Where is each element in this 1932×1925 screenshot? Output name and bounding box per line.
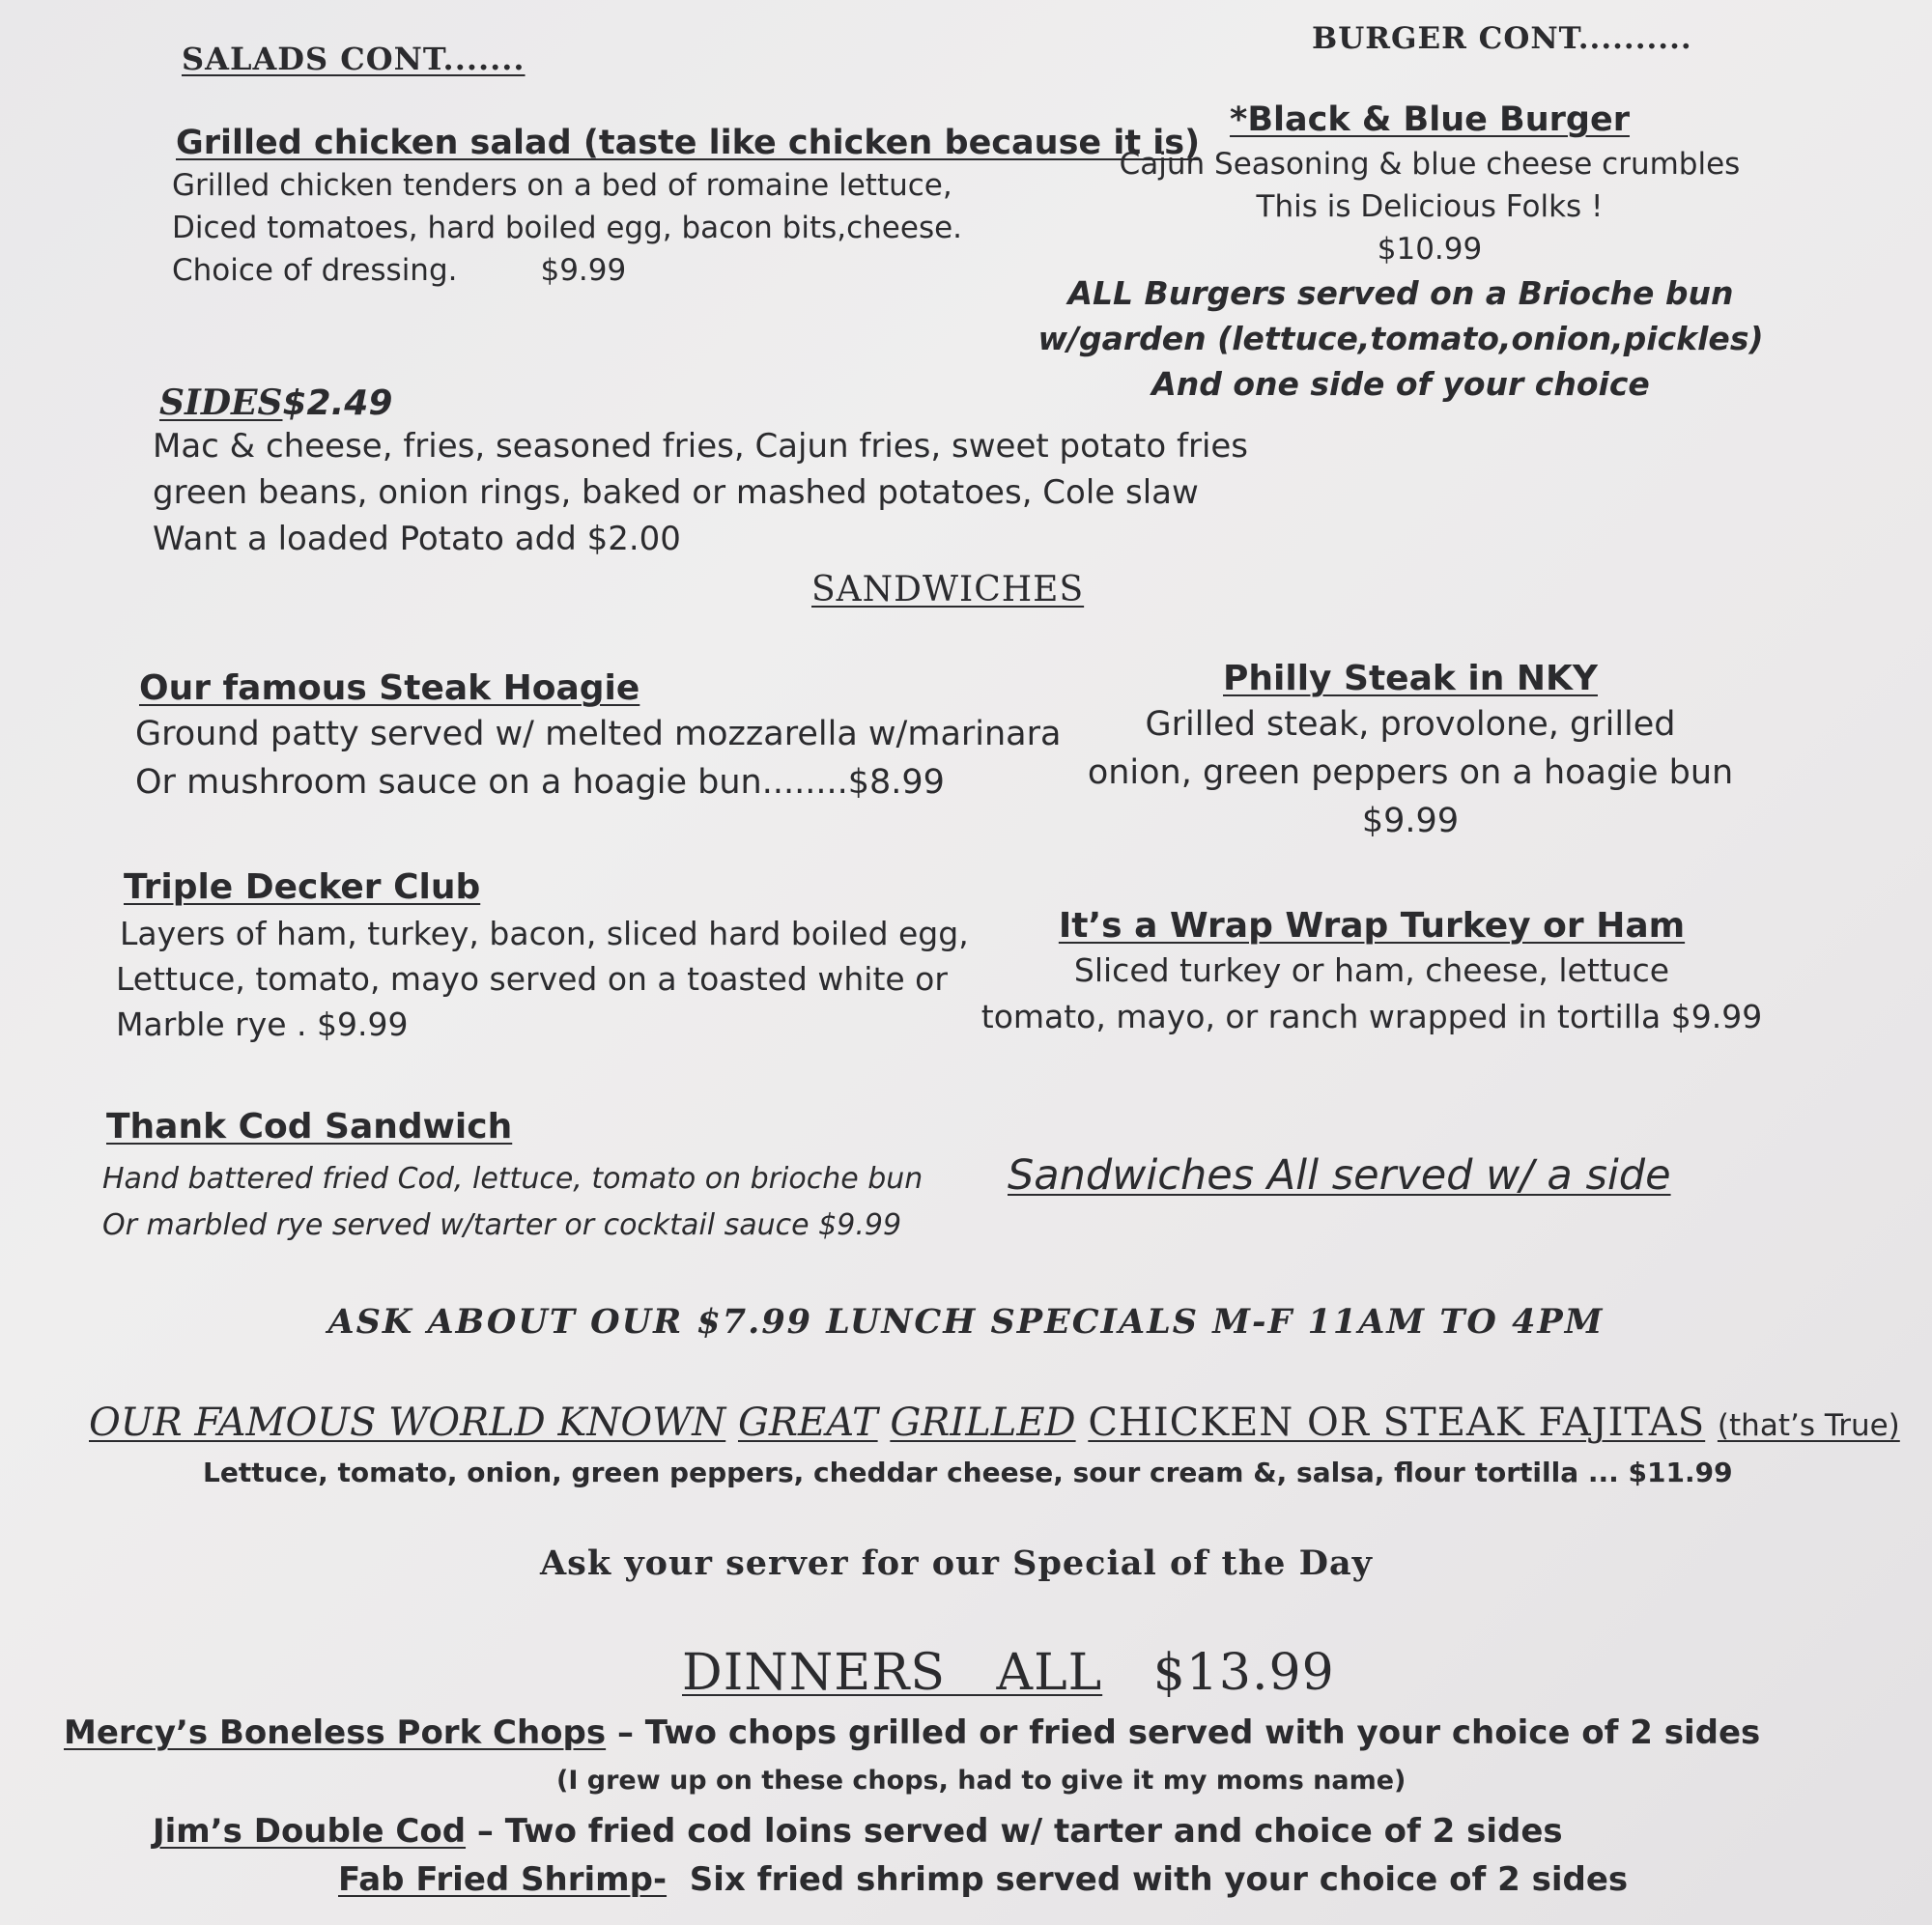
price: $9.99 <box>540 253 627 288</box>
thank-cod-block <box>102 1107 923 1249</box>
black-blue-burger-block <box>1063 100 1797 270</box>
wrap-block <box>976 906 1768 1040</box>
dinner-item-name: Jim’s Double Cod <box>153 1812 467 1851</box>
philly-steak-title: Philly Steak in NKY <box>1223 659 1598 698</box>
dinner-item <box>64 1713 1760 1752</box>
sides-line: Mac & cheese, fries, seasoned fries, Cajun fries, sweet potato fries <box>153 427 1249 466</box>
description-text: Choice of dressing. <box>172 253 458 288</box>
grilled-chicken-salad-title: Grilled chicken salad (taste like chicken because it is) <box>176 124 1201 162</box>
sandwiches-side-note: Sandwiches All served w/ a side <box>1008 1151 1671 1200</box>
philly-steak-line: Grilled steak, provolone, grilled <box>1145 705 1676 744</box>
black-blue-burger-title: *Black & Blue Burger <box>1230 100 1630 139</box>
wrap-line: Sliced turkey or ham, cheese, lettuce <box>1073 951 1670 989</box>
burger-cont-header: BURGER CONT.......... <box>1312 21 1692 56</box>
sides-title: SIDES <box>159 382 283 423</box>
triple-decker-line: Marble rye . $9.99 <box>116 1005 409 1043</box>
philly-steak-price: $9.99 <box>1361 802 1460 840</box>
black-blue-burger-line: Cajun Seasoning & blue cheese crumbles <box>1119 147 1741 182</box>
dinner-note: (I grew up on these chops, had to give it my moms name) <box>556 1766 1406 1796</box>
dinner-item <box>338 1860 1628 1899</box>
steak-hoagie-block <box>135 668 1061 807</box>
triple-decker-line: Lettuce, tomato, mayo served on a toasted white or <box>116 960 948 998</box>
fajitas-title-note: (that’s True) <box>1717 1408 1900 1443</box>
black-blue-burger-price: $10.99 <box>1377 232 1483 267</box>
black-blue-burger-line: This is Delicious Folks ! <box>1256 189 1604 224</box>
fajitas-title-part: OUR FAMOUS WORLD KNOWN <box>89 1401 726 1445</box>
dinner-item-name: Fab Fried Shrimp- <box>338 1860 668 1899</box>
dinner-item-desc: – Two fried cod loins served w/ tarter and choice of 2 sides <box>466 1812 1563 1851</box>
fajitas-title-part: GREAT <box>737 1401 878 1445</box>
fajitas-description: Lettuce, tomato, onion, green peppers, cheddar cheese, sour cream &, salsa, flour tortilla ... $11.99 <box>203 1457 1733 1488</box>
burger-note-line: ALL Burgers served on a Brioche bun <box>1067 274 1734 312</box>
wrap-line: tomato, mayo, or ranch wrapped in tortilla $9.99 <box>980 998 1763 1035</box>
dinner-item <box>153 1812 1563 1851</box>
sides-price: $2.49 <box>282 383 393 423</box>
dinners-header-label: DINNERS ALL <box>682 1644 1103 1702</box>
burger-note-line: And one side of your choice <box>1151 365 1650 403</box>
steak-hoagie-title: Our famous Steak Hoagie <box>139 668 640 708</box>
triple-decker-title: Triple Decker Club <box>124 867 481 907</box>
triple-decker-line: Layers of ham, turkey, bacon, sliced hard boiled egg, <box>120 915 969 952</box>
fajitas-title <box>89 1401 1900 1445</box>
sandwiches-header: SANDWICHES <box>811 570 1085 609</box>
philly-steak-line: onion, green peppers on a hoagie bun <box>1087 753 1734 792</box>
dinner-item-desc: – Two chops grilled or fried served with your choice of 2 sides <box>606 1713 1761 1752</box>
description-line: Diced tomatoes, hard boiled egg, bacon bits,cheese. <box>172 211 963 245</box>
dinner-item-name: Mercy’s Boneless Pork Chops <box>64 1713 607 1752</box>
thank-cod-title: Thank Cod Sandwich <box>106 1107 513 1147</box>
lunch-specials-banner: ASK ABOUT OUR $7.99 LUNCH SPECIALS M-F 11AM TO 4PM <box>327 1302 1605 1342</box>
steak-hoagie-line: Ground patty served w/ melted mozzarella w/marinara <box>135 715 1062 753</box>
wrap-title: It’s a Wrap Wrap Turkey or Ham <box>1058 906 1686 946</box>
thank-cod-line: Or marbled rye served w/tarter or cocktail sauce $9.99 <box>102 1208 902 1242</box>
dinners-header <box>682 1644 1335 1702</box>
burger-note <box>1034 270 1768 407</box>
sides-list <box>153 423 1248 562</box>
steak-hoagie-line: Or mushroom sauce on a hoagie bun........$8.99 <box>135 763 945 802</box>
philly-steak-block <box>1072 659 1748 845</box>
special-of-the-day: Ask your server for our Special of the Day <box>540 1543 1373 1583</box>
salads-cont-header: SALADS CONT....... <box>182 41 526 77</box>
thank-cod-line: Hand battered fried Cod, lettuce, tomato on brioche bun <box>102 1162 923 1196</box>
sides-line: Want a loaded Potato add $2.00 <box>153 520 681 558</box>
triple-decker-block <box>116 867 969 1047</box>
description-line: Grilled chicken tenders on a bed of romaine lettuce, <box>172 168 952 203</box>
sides-line: green beans, onion rings, baked or mashed potatoes, Cole slaw <box>153 473 1199 512</box>
description-line <box>172 249 962 292</box>
dinners-header-price: $13.99 <box>1152 1644 1335 1702</box>
fajitas-title-part: GRILLED <box>890 1401 1076 1445</box>
grilled-chicken-salad-description <box>172 164 962 292</box>
burger-note-line: w/garden (lettuce,tomato,onion,pickles) <box>1037 320 1764 357</box>
fajitas-title-part: CHICKEN OR STEAK FAJITAS <box>1088 1401 1706 1445</box>
sides-header <box>159 382 392 423</box>
dinner-item-desc: Six fried shrimp served with your choice of 2 sides <box>667 1860 1629 1899</box>
